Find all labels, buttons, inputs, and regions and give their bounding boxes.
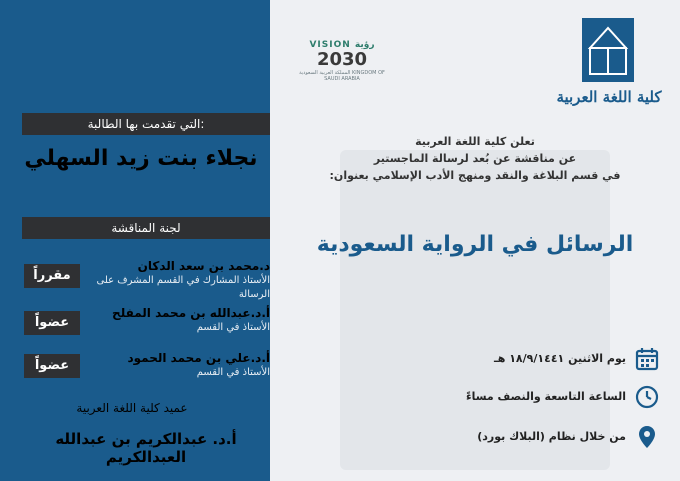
announcement-line: في قسم البلاغة والنقد ومنهج الأدب الإسلامي بعنوان: — [329, 169, 621, 182]
committee-member — [90, 350, 270, 380]
location-pin-icon — [634, 424, 660, 450]
college-name-logo: كلية اللغة العربية — [556, 88, 662, 106]
date-text: يوم الاثنين ١٨/٩/١٤٤١ هـ — [494, 352, 626, 365]
university-crest-icon — [582, 18, 634, 82]
vision-label: VISION رؤية — [309, 40, 375, 50]
candidate-name: نجلاء بنت زيد السهلي — [24, 146, 258, 171]
time-text: الساعة التاسعة والنصف مساءً — [465, 390, 626, 403]
watermark-logo — [340, 150, 610, 470]
clock-icon — [634, 384, 660, 410]
member-title: الأستاذ في القسم — [196, 367, 270, 378]
vision-subtitle: المملكة العربية السعودية KINGDOM OF SAUDI ARABIA — [299, 70, 385, 82]
member-role-badge: مقرراً — [24, 264, 80, 288]
committee-label: لجنة المناقشة — [22, 217, 270, 239]
member-title: الأستاذ المشارك في القسم المشرف على الرسالة — [96, 275, 270, 300]
location-text: من خلال نظام (البلاك بورد) — [477, 430, 626, 443]
date-row — [380, 346, 670, 372]
dean-name: أ.د. عبدالكريم بن عبدالله العبدالكريم — [55, 430, 237, 466]
announcement-line: عن مناقشة عن بُعد لرسالة الماجستير — [373, 152, 577, 165]
committee-member — [90, 258, 270, 302]
announcement-text — [280, 133, 670, 184]
member-name: أ.د.عبدالله بن محمد المفلح — [112, 306, 270, 320]
vision-2030-logo — [296, 40, 388, 96]
vision-year: 2030 — [316, 49, 368, 70]
announcement-line: تعلن كلية اللغة العربية — [415, 135, 535, 148]
committee-member — [90, 305, 270, 335]
member-title: الأستاذ في القسم — [196, 322, 270, 333]
dean-label: عميد كلية اللغة العربية — [76, 401, 188, 415]
member-name: د.محمد بن سعد الدكان — [137, 259, 270, 273]
member-role-badge: عضواً — [24, 354, 80, 378]
member-role-badge: عضواً — [24, 311, 80, 335]
member-name: أ.د.علي بن محمد الحمود — [127, 351, 270, 365]
location-row — [380, 424, 670, 450]
time-row — [380, 384, 670, 410]
thesis-title: الرسائل في الرواية السعودية — [316, 232, 634, 257]
candidate-label: التي تقدمت بها الطالبة: — [22, 113, 270, 135]
calendar-icon — [634, 346, 660, 372]
